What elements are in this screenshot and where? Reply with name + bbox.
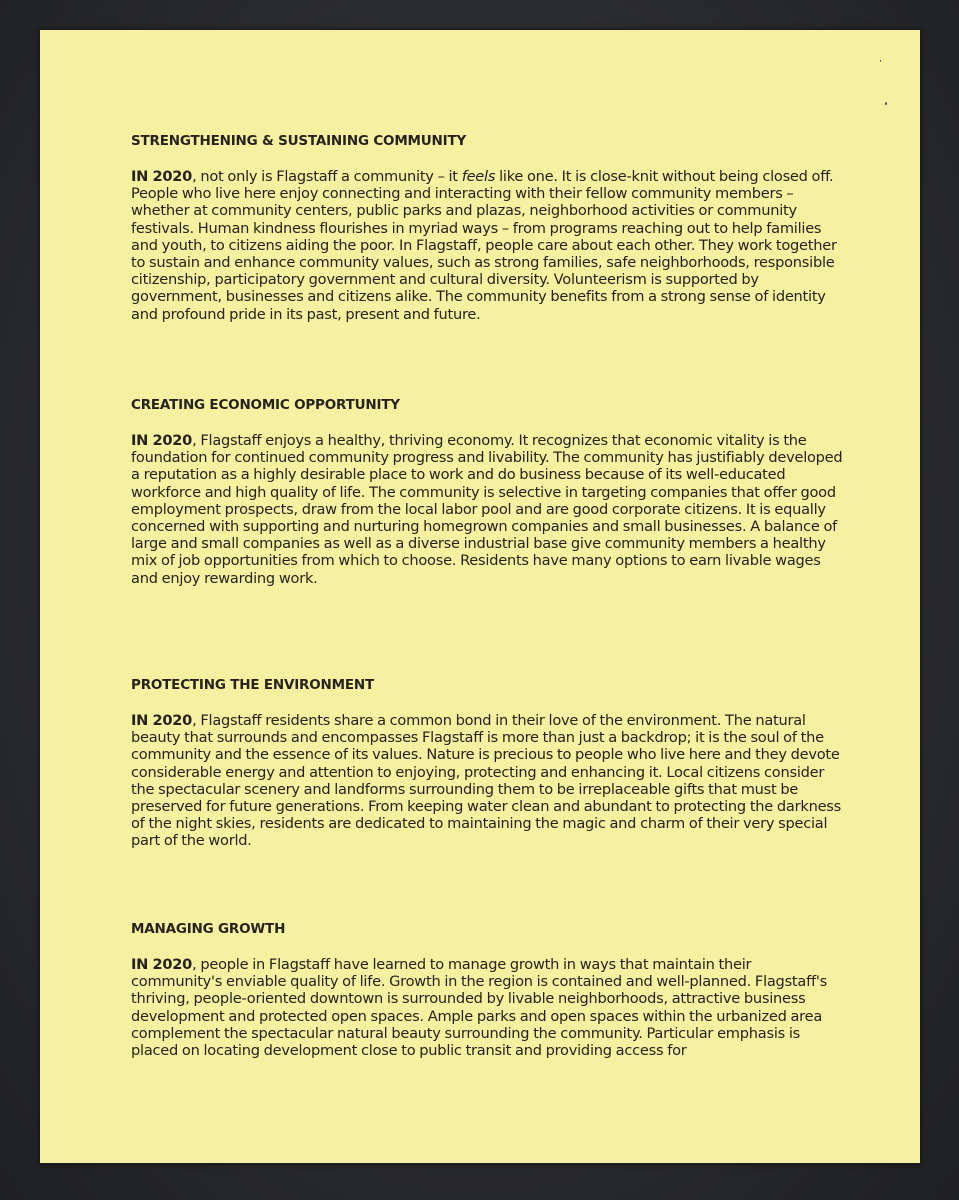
section-body xyxy=(131,712,843,850)
paper-speck xyxy=(880,60,881,62)
section-lead: IN 2020 xyxy=(131,956,193,973)
section-body xyxy=(131,432,843,587)
section-text: , not only is Flagstaff a community – it xyxy=(192,168,462,185)
section-text: , people in Flagstaff have learned to manage growth in ways that maintain their community's enviable quality of life. Growth in the region is contained and well-planned. Flagstaff's thriving, people-oriented downtown is surrounded by livable neighborhoods, attractive business development and protected open spaces. Ample parks and open spaces within the urbanized area complement the spectacular natural beauty surrounding the community. Particular emphasis is placed on locating development close to public transit and providing access for xyxy=(131,956,827,1060)
section-environment xyxy=(131,676,843,850)
section-lead: IN 2020 xyxy=(131,168,193,185)
section-heading: STRENGTHENING & SUSTAINING COMMUNITY xyxy=(131,133,467,149)
section-community xyxy=(131,132,843,323)
section-heading: PROTECTING THE ENVIRONMENT xyxy=(131,677,374,693)
section-lead: IN 2020 xyxy=(131,432,193,449)
section-growth xyxy=(131,920,843,1059)
paper-speck xyxy=(885,102,887,105)
section-lead: IN 2020 xyxy=(131,712,193,729)
section-heading: MANAGING GROWTH xyxy=(131,921,286,937)
section-body xyxy=(131,956,843,1059)
section-text: , Flagstaff residents share a common bond in their love of the environment. The natural beauty that surrounds and encompasses Flagstaff is more than just a backdrop; it is the soul of the community and the essence of its values. Nature is precious to people who live here and they devote considerable energy and attention to enjoying, protecting and enhancing it. Local citizens consider the spectacular scenery and landforms surrounding them to be irreplaceable gifts that must be preserved for future generations. From keeping water clean and abundant to protecting the darkness of the night skies, residents are dedicated to maintaining the magic and charm of their very special part of the world. xyxy=(131,712,842,850)
section-economy xyxy=(131,396,843,587)
section-text: like one. It is close-knit without being closed off. People who live here enjoy connecting and interacting with their fellow community members – whether at community centers, public parks and plazas, neighborhood activities or community festivals. Human kindness flourishes in myriad ways – from programs reaching out to help families and youth, to citizens aiding the poor. In Flagstaff, people care about each other. They work together to sustain and enhance community values, such as strong families, safe neighborhoods, responsible citizenship, participatory government and cultural diversity. Volunteerism is supported by government, businesses and citizens alike. The community benefits from a strong sense of identity and profound pride in its past, present and future. xyxy=(131,168,837,323)
document-page xyxy=(40,30,920,1163)
section-text: , Flagstaff enjoys a healthy, thriving economy. It recognizes that economic vitality is the foundation for continued community progress and livability. The community has justifiably developed a reputation as a highly desirable place to work and do business because of its well-educated workforce and high quality of life. The community is selective in targeting companies that offer good employment prospects, draw from the local labor pool and are good corporate citizens. It is equally concerned with supporting and nurturing homegrown companies and small businesses. A balance of large and small companies as well as a diverse industrial base give community members a healthy mix of job opportunities from which to choose. Residents have many options to earn livable wages and enjoy rewarding work. xyxy=(131,432,843,587)
emphasis-text: feels xyxy=(461,168,496,185)
section-heading: CREATING ECONOMIC OPPORTUNITY xyxy=(131,397,400,413)
section-body xyxy=(131,168,843,323)
